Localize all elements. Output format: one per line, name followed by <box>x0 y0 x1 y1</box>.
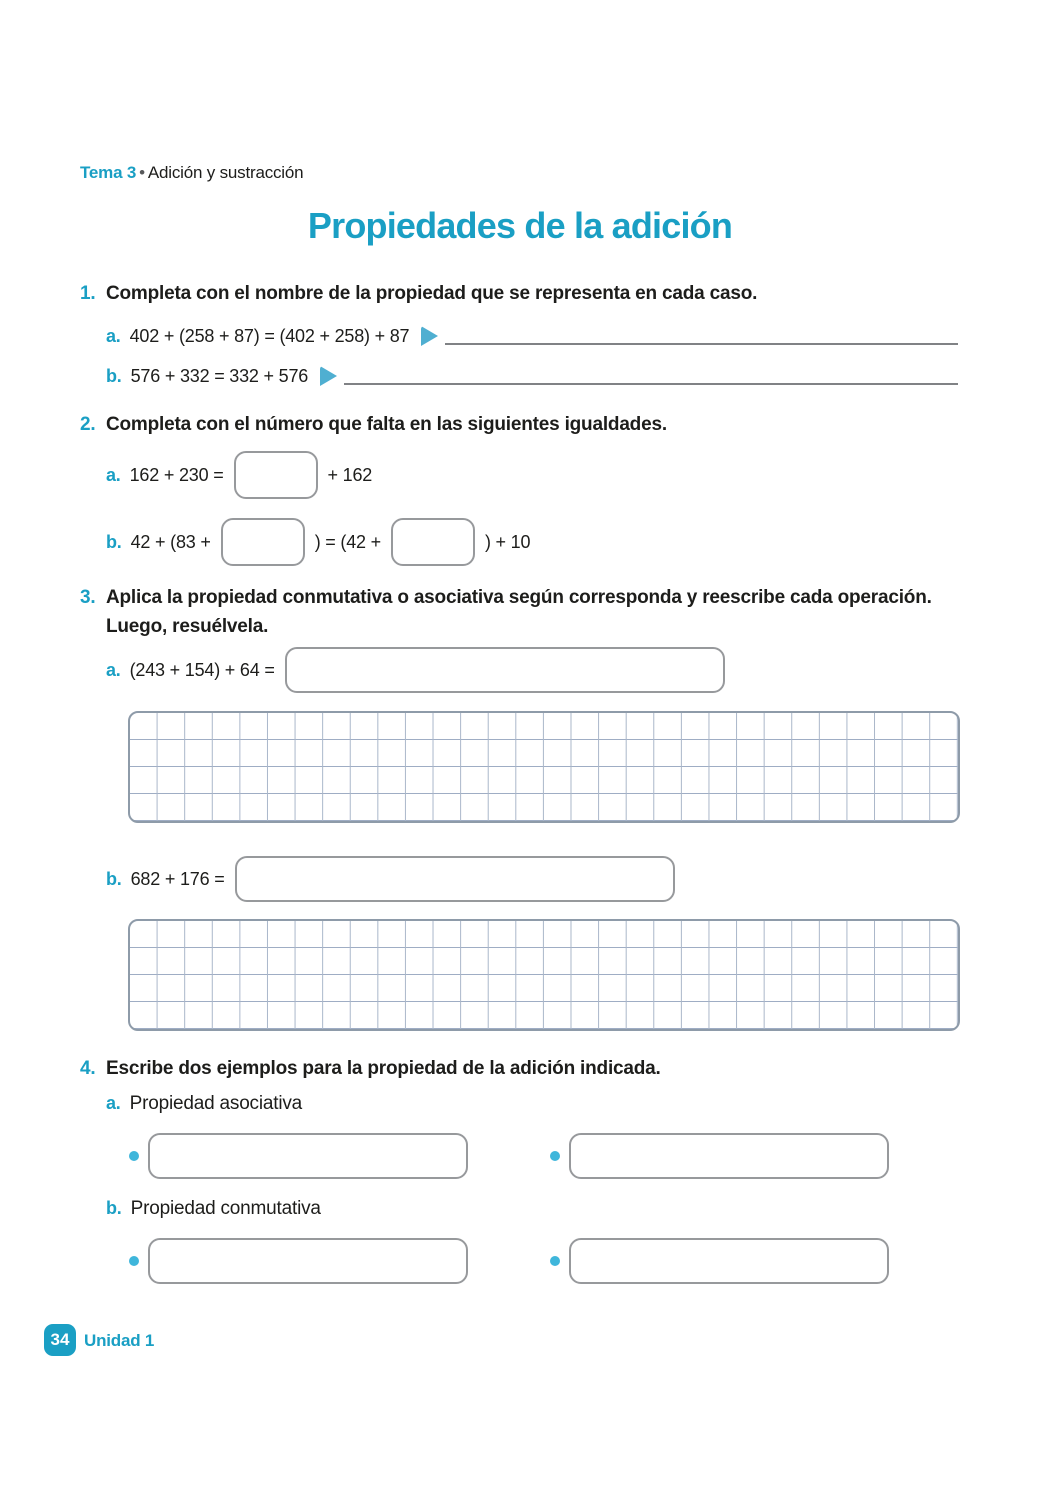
bullet-icon <box>129 1256 139 1266</box>
exercise-3-instruction-line2: Luego, resuélvela. <box>106 616 269 637</box>
item-1b-label: b. <box>106 366 122 386</box>
item-2a-post: + 162 <box>327 464 373 485</box>
exercise-4a-answer-row <box>129 1133 889 1179</box>
answer-line-1a[interactable] <box>445 343 958 345</box>
page-number-badge <box>44 1324 76 1356</box>
exercise-4-heading <box>80 1058 960 1080</box>
page-title: Propiedades de la adición <box>307 205 733 246</box>
item-2a-label: a. <box>106 464 121 485</box>
exercise-2-instruction: Completa con el número que falta en las siguientes igualdades. <box>106 414 667 435</box>
exercise-4-instruction: Escribe dos ejemplos para la propiedad de la adición indicada. <box>106 1058 661 1079</box>
item-2a-pre: 162 + 230 = <box>129 464 224 485</box>
exercise-1-item-b <box>106 366 958 387</box>
page-number: 34 <box>50 1330 70 1349</box>
exercise-3-item-a <box>106 647 725 693</box>
bullet-icon <box>129 1151 139 1161</box>
exercise-1-number: 1. <box>80 283 96 304</box>
answer-box-4b-1[interactable] <box>148 1238 468 1284</box>
working-grid-3b[interactable] <box>128 919 960 1031</box>
header-subtitle: Adición y sustracción <box>147 163 304 182</box>
exercise-2-heading <box>80 414 960 436</box>
exercise-4-number: 4. <box>80 1058 96 1079</box>
exercise-4-item-a-label-row <box>106 1093 302 1115</box>
answer-line-1b[interactable] <box>344 383 958 385</box>
tema-label: Tema 3 <box>80 163 137 182</box>
exercise-2-number: 2. <box>80 414 96 435</box>
exercise-1-item-a <box>106 326 958 347</box>
item-4a-text: Propiedad asociativa <box>129 1093 303 1114</box>
item-4b-text: Propiedad conmutativa <box>130 1198 321 1219</box>
answer-box-4a-2[interactable] <box>569 1133 889 1179</box>
answer-box-2a[interactable] <box>234 451 318 499</box>
item-1a-equation: 402 + (258 + 87) = (402 + 258) + 87 <box>129 326 410 346</box>
exercise-3-instruction <box>106 587 932 638</box>
item-2b-label: b. <box>106 531 122 552</box>
item-3b-equation: 682 + 176 = <box>130 868 225 889</box>
exercise-4b-answer-row <box>129 1238 889 1284</box>
triangle-arrow-icon <box>320 366 337 386</box>
exercise-4-item-b-label-row <box>106 1198 321 1220</box>
item-1a-label: a. <box>106 326 121 346</box>
exercise-1-heading <box>80 283 960 305</box>
item-3b-label: b. <box>106 868 122 889</box>
item-3a-label: a. <box>106 659 121 680</box>
exercise-1-instruction: Completa con el nombre de la propiedad que se representa en cada caso. <box>106 283 758 304</box>
answer-box-4a-1[interactable] <box>148 1133 468 1179</box>
header-separator: • <box>139 163 145 182</box>
exercise-3-item-b <box>106 856 675 902</box>
page-header <box>80 163 303 183</box>
answer-box-2b-1[interactable] <box>221 518 305 566</box>
answer-box-3a[interactable] <box>285 647 725 693</box>
item-4b-label: b. <box>106 1198 122 1218</box>
answer-box-4b-2[interactable] <box>569 1238 889 1284</box>
answer-box-2b-2[interactable] <box>391 518 475 566</box>
item-3a-equation: (243 + 154) + 64 = <box>129 659 275 680</box>
item-1b-equation: 576 + 332 = 332 + 576 <box>130 366 309 386</box>
answer-box-3b[interactable] <box>235 856 675 902</box>
exercise-3-instruction-line1: Aplica la propiedad conmutativa o asociativa según corresponda y reescribe cada operación. <box>106 587 932 608</box>
working-grid-3a[interactable] <box>128 711 960 823</box>
item-2b-pre: 42 + (83 + <box>130 531 211 552</box>
bullet-icon <box>550 1151 560 1161</box>
exercise-2-item-a <box>106 451 382 499</box>
exercise-2-item-b <box>106 518 540 566</box>
item-2b-mid: ) = (42 + <box>314 531 381 552</box>
exercise-3-heading <box>80 587 964 638</box>
exercise-3-number: 3. <box>80 587 96 608</box>
triangle-arrow-icon <box>421 326 438 346</box>
bullet-icon <box>550 1256 560 1266</box>
item-4a-label: a. <box>106 1093 121 1113</box>
unit-label: Unidad 1 <box>84 1331 155 1350</box>
item-2b-post: ) + 10 <box>484 531 531 552</box>
